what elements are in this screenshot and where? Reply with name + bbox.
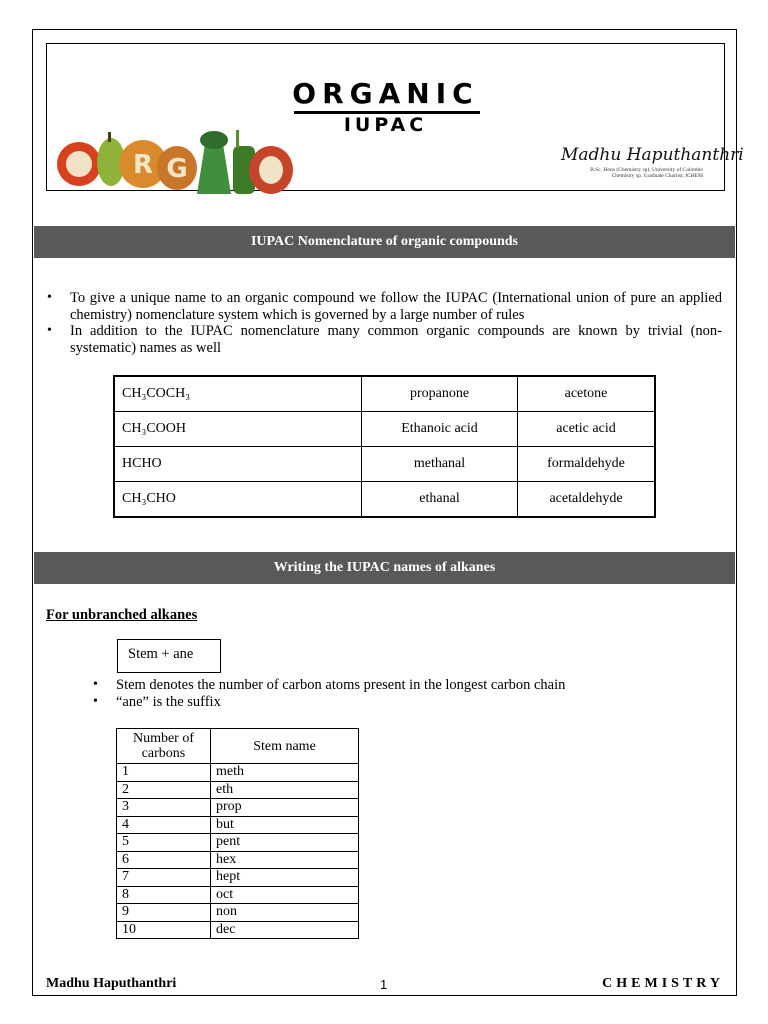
formula-cell: CH₃COCH₃: [114, 376, 362, 412]
carbon-count-cell: 5: [117, 834, 211, 852]
svg-text:R: R: [132, 150, 154, 180]
stem-cell: pent: [211, 834, 359, 852]
iupac-name-cell: methanal: [362, 447, 518, 482]
author-signature: [557, 130, 744, 170]
common-name-cell: acetic acid: [518, 412, 656, 447]
stem-cell: hex: [211, 851, 359, 869]
table-row: [114, 376, 655, 412]
page-subtitle: IUPAC: [343, 114, 428, 136]
nomenclature-bullet-list: [47, 290, 722, 356]
stem-cell: eth: [211, 781, 359, 799]
table-row: [117, 834, 359, 852]
formula-cell: CH₃CHO: [114, 482, 362, 518]
organic-logo: [57, 124, 293, 198]
carbon-count-cell: 2: [117, 781, 211, 799]
table-row: [117, 904, 359, 922]
header-stem-name: Stem name: [211, 729, 359, 764]
unbranched-alkanes-heading: For unbranched alkanes: [46, 607, 198, 623]
formula-cell: HCHO: [114, 447, 362, 482]
table-row: [114, 412, 655, 447]
iupac-name-cell: propanone: [362, 376, 518, 412]
table-row: [117, 851, 359, 869]
table-row: [117, 764, 359, 782]
carbon-count-cell: 6: [117, 851, 211, 869]
stem-cell: but: [211, 816, 359, 834]
carbon-count-cell: 8: [117, 886, 211, 904]
svg-text:G: G: [166, 154, 188, 184]
signature-caption: B.Sc. Hons (Chemistry sp), University of Colombo Chemistry sp. Graduate Chartist, ICHEM: [590, 167, 703, 179]
stem-cell: non: [211, 904, 359, 922]
stem-cell: prop: [211, 799, 359, 817]
header-banner: [46, 43, 744, 191]
carbon-count-cell: 7: [117, 869, 211, 887]
carbon-count-cell: 1: [117, 764, 211, 782]
table-row: [117, 869, 359, 887]
naming-formula-box: Stem + ane: [117, 639, 221, 673]
table-row: [117, 886, 359, 904]
stem-cell: oct: [211, 886, 359, 904]
table-row: [114, 482, 655, 518]
iupac-name-cell: Ethanoic acid: [362, 412, 518, 447]
alkane-bullet-list: [93, 677, 713, 710]
section-header-alkane-names: Writing the IUPAC names of alkanes: [34, 552, 735, 584]
formula-cell: CH₃COOH: [114, 412, 362, 447]
list-item: • “ane” is the suffix: [93, 694, 713, 711]
carbon-count-cell: 10: [117, 921, 211, 939]
list-item: • To give a unique name to an organic compound we follow the IUPAC (International union of pure an applied chemistry) nomenclature system which is governed by a large number of rules: [47, 290, 722, 323]
table-row: [117, 781, 359, 799]
footer-author: Madhu Haputhanthri: [46, 976, 177, 991]
stem-cell: meth: [211, 764, 359, 782]
signature-text: Madhu Haputhanthri: [561, 145, 744, 165]
carbon-count-cell: 3: [117, 799, 211, 817]
footer-subject: CHEMISTRY: [602, 976, 724, 991]
common-name-cell: formaldehyde: [518, 447, 656, 482]
trivial-names-table: [113, 375, 656, 518]
carbon-count-cell: 9: [117, 904, 211, 922]
carbon-count-cell: 4: [117, 816, 211, 834]
table-row: [117, 816, 359, 834]
stem-cell: hept: [211, 869, 359, 887]
stem-cell: dec: [211, 921, 359, 939]
list-item: • In addition to the IUPAC nomenclature many common organic compounds are known by trivial (non-systematic) names as well: [47, 323, 722, 356]
section-header-iupac-nomenclature: IUPAC Nomenclature of organic compounds: [34, 226, 735, 258]
table-row: [117, 799, 359, 817]
list-item: • Stem denotes the number of carbon atoms present in the longest carbon chain: [93, 677, 713, 694]
table-row: [117, 921, 359, 939]
common-name-cell: acetone: [518, 376, 656, 412]
page-title: ORGANIC: [292, 77, 479, 110]
header-number-of-carbons: Number of carbons: [117, 729, 211, 764]
stem-names-table: [116, 728, 359, 939]
iupac-name-cell: ethanal: [362, 482, 518, 518]
page-number: 1: [380, 977, 388, 992]
table-row: [114, 447, 655, 482]
common-name-cell: acetaldehyde: [518, 482, 656, 518]
table-header-row: [117, 729, 359, 764]
